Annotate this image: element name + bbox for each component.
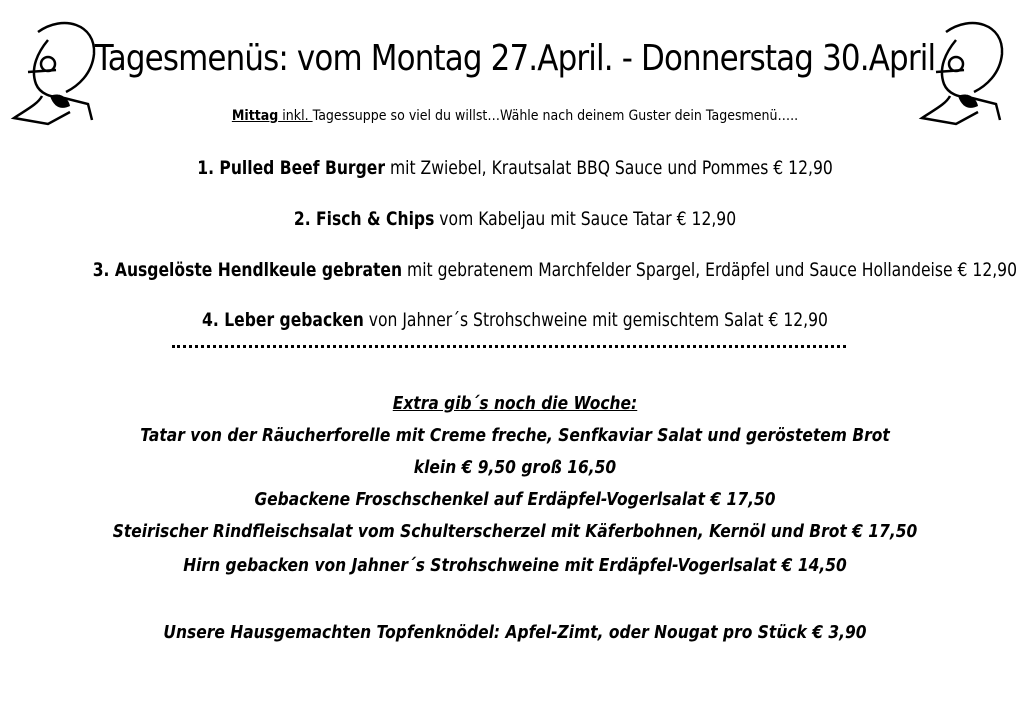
extra-item: Gebackene Froschschenkel auf Erdäpfel-Vogerlsalat € 17,50 xyxy=(254,489,776,510)
subtitle xyxy=(52,108,979,124)
menu-item-desc: mit Zwiebel, Krautsalat BBQ Sauce und Pommes € 12,90 xyxy=(385,157,833,179)
extra-item: Steirischer Rindfleischsalat vom Schulterscherzel mit Käferbohnen, Kernöl und Brot € 17,50 xyxy=(112,521,918,542)
page-title: Tagesmenüs: vom Montag 27.April. - Donnerstag 30.April xyxy=(94,38,936,79)
menu-item-name: 3. Ausgelöste Hendlkeule gebraten xyxy=(92,259,403,281)
menu-item-name: 2. Fisch & Chips xyxy=(293,208,435,230)
extras-heading: Extra gib´s noch die Woche: xyxy=(392,393,638,414)
extra-item: klein € 9,50 groß 16,50 xyxy=(413,457,617,478)
menu-item-desc: von Jahner´s Strohschweine mit gemischtem Salat € 12,90 xyxy=(363,309,828,331)
subtitle-inkl: inkl. xyxy=(278,108,313,124)
extra-item: Tatar von der Räucherforelle mit Creme freche, Senfkaviar Salat und geröstetem Brot xyxy=(140,425,890,446)
menu-item-name: 4. Leber gebacken xyxy=(202,309,364,331)
menu-item xyxy=(93,208,938,230)
extra-item: Hirn gebacken von Jahner´s Strohschweine mit Erdäpfel-Vogerlsalat € 14,50 xyxy=(183,555,847,576)
menu-item xyxy=(93,309,938,331)
dessert-item: Unsere Hausgemachten Topfenknödel: Apfel-Zimt, oder Nougat pro Stück € 3,90 xyxy=(163,622,867,643)
menu-item xyxy=(93,157,938,179)
subtitle-lead: Mittag xyxy=(231,108,279,124)
menu-item-desc: mit gebratenem Marchfelder Spargel, Erdäpfel und Sauce Hollandeise € 12,90 xyxy=(402,259,1018,281)
dotted-divider xyxy=(172,345,846,348)
subtitle-text: Tagessuppe so viel du willst…Wähle nach deinem Guster dein Tagesmenü….. xyxy=(312,108,799,124)
menu-item-desc: vom Kabeljau mit Sauce Tatar € 12,90 xyxy=(434,208,737,230)
menu-item-name: 1. Pulled Beef Burger xyxy=(197,157,386,179)
menu-item xyxy=(92,259,1018,281)
